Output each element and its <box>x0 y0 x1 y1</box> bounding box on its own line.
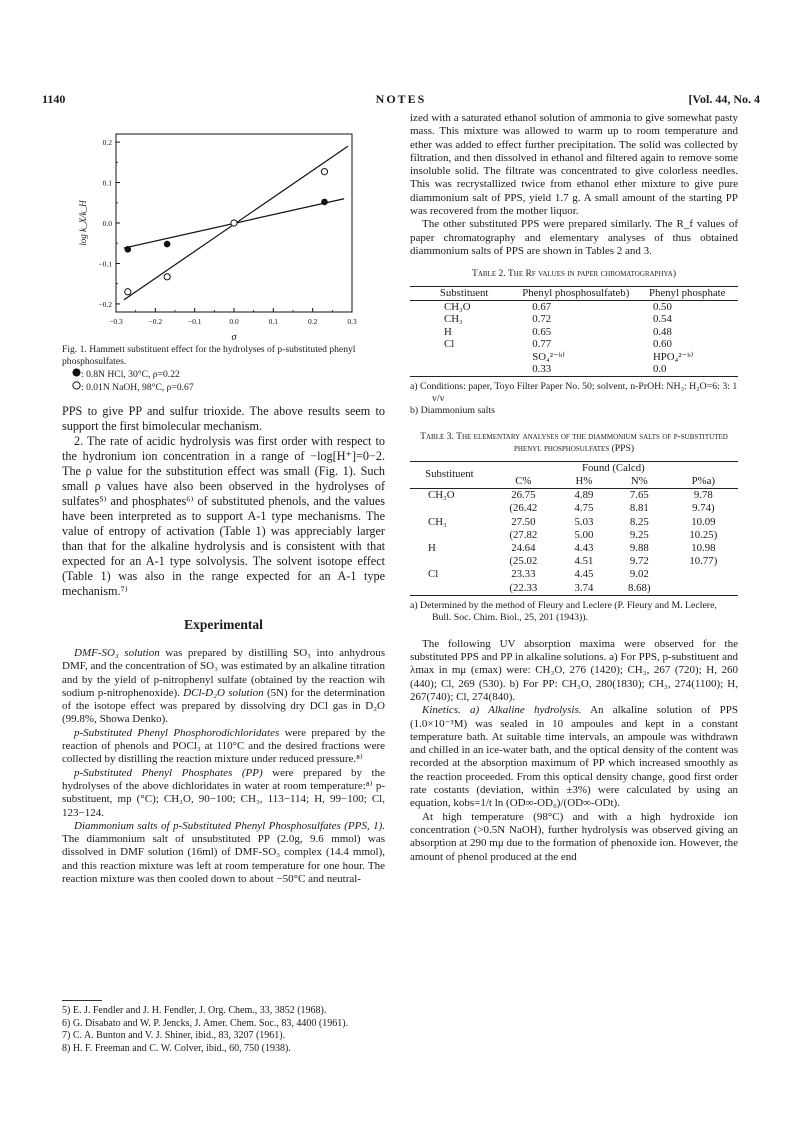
x-axis-label: σ <box>231 332 237 342</box>
exp-p1 <box>62 647 385 727</box>
table-cell: CH₃ <box>444 313 463 326</box>
table-cell: CH₃O <box>444 300 471 313</box>
table-cell: (26.42 <box>509 502 538 515</box>
y-axis-label: log k_X/k_H <box>78 200 88 246</box>
table-row <box>410 555 738 568</box>
page-number: 1140 <box>42 92 66 106</box>
y-tick-label: −0.2 <box>98 299 112 309</box>
table-group-row <box>410 461 738 475</box>
data-point-filled <box>321 199 328 206</box>
filled-circle-icon <box>72 368 81 377</box>
table-cell <box>410 555 489 568</box>
table-cell <box>410 351 518 364</box>
exp-p3-title: p-Substituted Phenyl Phosphates (PP) <box>74 766 263 779</box>
data-point-filled <box>164 241 171 248</box>
exp-p1-title: DMF-SO₃ solution <box>74 647 160 659</box>
table-header-cell: H% <box>575 474 593 487</box>
table-cell: 10.77) <box>689 555 718 568</box>
right-p3: The following UV absorption maxima were observed for the substituted PPS and PP in alkaline solutions. a) For PPS, p-substituent and λmax in mμ (εmax) were: CH₃O, 276 (1420); CH₃, 267 (720); H, 260 (440); Cl, 269 (530). b) For PP: CH₃O, 280(1830); CH₃, 274(1100); H, 267(740); Cl, 274(840). <box>410 637 738 703</box>
table-cell: 27.50 <box>511 515 536 528</box>
table-group-header: Found (Calcd) <box>582 461 645 474</box>
table-row <box>410 529 738 542</box>
x-tick-label: 0.0 <box>229 317 239 326</box>
x-tick-label: −0.1 <box>187 317 202 326</box>
table-cell: 9.88 <box>629 541 649 554</box>
table-cell: 9.02 <box>629 568 649 581</box>
exp-p1-body: was prepared by distilling SO₃ into anhydrous DMF, and the concentration of SO₃ was estimated by an alkaline titration and by the yield of p-nitrophenyl sulfate (obtained by the reaction wih sodium p-nitrophenoxide). <box>62 647 385 699</box>
table-cell: 23.33 <box>511 568 536 581</box>
table-header-row <box>410 287 738 301</box>
table-cell: 4.43 <box>574 541 594 554</box>
table-cell: 10.25) <box>689 528 718 541</box>
left-column <box>62 112 385 886</box>
table-row <box>410 542 738 555</box>
table-row <box>410 363 738 376</box>
table-cell: SO₄²⁻ᵇ⁾ <box>532 350 565 363</box>
table-cell <box>410 363 518 376</box>
right-p2: The other substituted PPS were prepared similarly. The R_f values of paper chromatography and elementary analyses of thus obtained diammonium salts of PPS are shown in Tables 2 and 3. <box>410 218 738 257</box>
table-cell: 9.25 <box>629 528 649 541</box>
table3-caption: Table 3. The elementary analyses of the diammonium salts of p-substituted phenyl phosphosulfates (PPS) <box>420 430 728 454</box>
table-cell: 8.68) <box>628 581 651 594</box>
table-row <box>410 313 738 326</box>
volume-label: [Vol. 44, No. 4 <box>688 92 760 106</box>
right-p4 <box>410 704 738 810</box>
right-text-bottom <box>410 638 738 864</box>
right-p5: At high temperature (98°C) and with a high hydroxide ion concentration (>0.5N NaOH), further hydrolysis was observed giving an absorption at 290 mμ due to the formation of phenoxide ion. However, the amount of phenol produced at the end <box>410 810 738 863</box>
section-heading: Experimental <box>184 617 263 632</box>
x-tick-label: 0.3 <box>347 317 357 326</box>
exp-p2-body: were prepared by the reaction of phenols and POCl₃ at 110°C and the desired fractions were collected by distilling the reaction mixture under reduced pressure.⁸⁾ <box>62 726 385 766</box>
table-cell: 0.60 <box>652 338 672 351</box>
table-cell: 4.89 <box>574 489 594 502</box>
table-cell: 24.64 <box>511 541 536 554</box>
table-row <box>410 326 738 339</box>
table-cell: 4.45 <box>574 568 594 581</box>
exp-p4-title: Diammonium salts of p-Substituted Phenyl Phosphosulfates (PPS, 1). <box>74 819 385 832</box>
table-cell: (22.33 <box>509 581 538 594</box>
data-point-filled <box>125 246 132 253</box>
table-row <box>410 582 738 596</box>
table-header-cell: N% <box>630 474 648 487</box>
table-cell: CH₃O <box>428 489 455 502</box>
table-header-cell: C% <box>515 474 532 487</box>
table-cell: 0.0 <box>652 363 667 376</box>
x-tick-label: −0.3 <box>109 317 123 326</box>
x-tick-label: 0.1 <box>268 317 279 326</box>
table-cell: 0.67 <box>532 300 552 313</box>
table-header-cell: P%a) <box>691 474 716 487</box>
table-header-cell: Phenyl phosphosulfateb) <box>522 287 630 300</box>
table-3 <box>410 461 738 596</box>
table-cell: 0.65 <box>532 325 552 338</box>
table3-notes <box>410 600 738 624</box>
table-cell: 8.81 <box>629 502 649 515</box>
table-cell: 0.77 <box>532 338 552 351</box>
hammett-plot <box>62 112 385 342</box>
table-note: b) Diammonium salts <box>410 404 495 416</box>
table-cell: H <box>444 325 452 338</box>
y-tick-label: 0.0 <box>102 219 112 228</box>
results-p2: 2. The rate of acidic hydrolysis was first order with respect to the hydronium ion concentration in a range of −log[H⁺]=0−2. The ρ value for the substitution effect was small (Fig. 1). Such small ρ values have also been observed in the hydrolyses of sulfates⁵⁾ and phosphates⁶⁾ of substituted phenols, and the values have been interpreted as to support A-1 type mechanisms. The value of entropy of activation (Table 1) was appreciably larger than that for the alkaline hydrolysis and is consistent with that expected for an A-1 type solvolysis. The solvent isotope effect (Table 1) was also in the range expected for an A-1 type mechanism.⁷⁾ <box>62 434 385 598</box>
references <box>62 1000 385 1055</box>
legend-open <box>62 381 385 394</box>
running-header <box>42 92 760 108</box>
open-circle-icon <box>72 381 81 390</box>
exp-p2-title: p-Substituted Phenyl Phosphorodichloridates <box>74 726 280 739</box>
data-point-open <box>164 274 170 280</box>
table-row <box>410 502 738 515</box>
table-cell: 0.33 <box>532 363 552 376</box>
exp-p1b-body: (5N) for the determination of the isotope effect was prepared by dissolving dry DCl gas in D₂O (99.8%, Showa Denko). <box>62 686 385 726</box>
table-header-cell: Phenyl phosphate <box>648 287 726 300</box>
table-cell: 4.75 <box>574 502 594 515</box>
reference-item: 7) C. A. Bunton and V. J. Shiner, ibid., 83, 3207 (1961). <box>62 1030 286 1041</box>
table-row <box>410 568 738 581</box>
table-cell: 9.78 <box>693 489 713 502</box>
table-cell: (27.82 <box>509 528 538 541</box>
table-cell <box>410 582 489 596</box>
figure-1 <box>62 112 385 342</box>
kinetics-title: Kinetics. <box>422 704 461 717</box>
data-point-open <box>125 289 131 295</box>
table-cell: Cl <box>428 568 439 581</box>
table2-caption: Table 2. The Rf values in paper chromatographya) <box>471 268 677 280</box>
table-cell: 9.72 <box>629 555 649 568</box>
exp-p4-body: The diammonium salt of unsubstituted PP (2.0g, 9.6 mmol) was dissolved in DMF solution (16ml) of DMF-SO₃ complex (14.4 mmol), and this reaction mixture was left at room temperature for one hour. The reaction mixture was then cooled down to about −50°C and neutral- <box>62 833 385 886</box>
reference-item: 5) E. J. Fendler and J. H. Fendler, J. Org. Chem., 33, 3852 (1968). <box>62 1005 327 1016</box>
table-header-cell: Substituent <box>410 461 489 488</box>
figure-caption <box>62 344 385 394</box>
caption-title: Fig. 1. Hammett substituent effect for the hydrolyses of p-substituted phenyl phosphosulfates. <box>62 344 356 367</box>
table-cell: Cl <box>444 338 455 351</box>
table-row <box>410 489 738 503</box>
table-cell: H <box>428 541 436 554</box>
table-cell: 0.50 <box>652 300 672 313</box>
table-cell <box>669 568 738 581</box>
exp-p3-body: were prepared by the hydrolyses of the above dichloridates in water at room temperature:⁸⁾ p-substituent, mp (°C); CH₃O, 90−100; CH₃, 113−114; H, 99−100; Cl, 123−124. <box>62 766 385 819</box>
data-point-open <box>231 220 237 226</box>
results-p1: PPS to give PP and sulfur trioxide. The above results seem to support the first bimolecular mechanism. <box>62 404 385 433</box>
x-tick-label: 0.2 <box>307 317 318 326</box>
y-tick-label: −0.1 <box>98 259 112 269</box>
exp-p3 <box>62 767 385 820</box>
reference-item: 6) G. Disabato and W. P. Jencks, J. Amer. Chem. Soc., 83, 4400 (1961). <box>62 1017 349 1029</box>
kinetics-body: An alkaline solution of PPS (1.0×10⁻³M) was sealed in 10 ampoules and kept in a constant temperature bath. At suitable time intervals, an ampoule was withdrawn and chilled in an ice-water bath, and the optical density of the content was recorded at the absorption maximum of PP which increased smoothly as the reaction proceeded. From this optical density change, good first order rate costants (deviation, within ±3%) were calculated by using an equation, kobs=1/t ln (OD∞-OD₀)/(OD∞-ODt). <box>410 704 738 810</box>
right-p1: ized with a saturated ethanol solution of ammonia to give somewhat pasty mass. This mixture was allowed to warm up to room temperature and ether was added to effect further precipitation. The solid was collected by filtration, and then dissolved in ethanol and filtered again to remove some insoluble solid. The filtrate was concentrated to give colorless needles. This was recrystallized twice from ethanol ether mixture to give pure diammonium salt of PPS, yield 1.7 g. A small amount of the starting PP was recovered from the mother liquor. <box>410 112 738 218</box>
kinetics-subtitle: a) Alkaline hydrolysis. <box>460 704 582 717</box>
table-cell: 7.65 <box>629 489 649 502</box>
table-cell: 0.54 <box>652 313 672 326</box>
exp-p2 <box>62 727 385 767</box>
table-row <box>410 338 738 351</box>
table-row <box>410 351 738 364</box>
right-column <box>410 112 738 864</box>
table-row <box>410 516 738 529</box>
table-cell: HPO₄²⁻ᵇ⁾ <box>652 350 694 363</box>
table-cell: 0.72 <box>532 313 552 326</box>
table-cell: 8.25 <box>629 515 649 528</box>
table-cell: 5.00 <box>574 528 594 541</box>
table-cell: 3.74 <box>574 581 594 594</box>
exp-p1b-title: DCl-D₂O solution <box>179 686 264 699</box>
table-cell: 9.74) <box>692 502 715 515</box>
footnote-rule <box>62 1000 102 1001</box>
table-cell: (25.02 <box>509 555 538 568</box>
table-row <box>410 300 738 313</box>
table-cell <box>669 582 738 596</box>
table-cell: 5.03 <box>574 515 594 528</box>
results-text <box>62 404 385 599</box>
x-tick-label: −0.2 <box>148 317 163 326</box>
table-note: a) Determined by the method of Fleury and Leclere (P. Fleury and M. Leclere, Bull. Soc. Chim. Biol., 25, 201 (1943)). <box>410 599 717 623</box>
legend-open-label: : 0.01N NaOH, 98°C, ρ=0.67 <box>81 382 194 393</box>
legend-filled-label: : 0.8N HCl, 30°C, ρ=0.22 <box>81 369 180 380</box>
data-point-open <box>321 169 327 175</box>
table2-notes <box>410 381 738 417</box>
table-header-cell: Substituent <box>439 287 489 300</box>
table-cell: CH₃ <box>428 515 447 528</box>
table-cell <box>410 502 489 515</box>
table-2 <box>410 286 738 377</box>
y-tick-label: 0.1 <box>102 178 112 188</box>
exp-p4 <box>62 820 385 886</box>
table-cell <box>410 529 489 542</box>
legend-filled <box>62 368 385 381</box>
table-cell: 10.09 <box>691 515 716 528</box>
experimental-text <box>62 647 385 886</box>
y-tick-label: 0.2 <box>102 138 112 148</box>
table-note: a) Conditions: paper, Toyo Filter Paper No. 50; solvent, n-PrOH: NH₃: H₂O=6: 3: 1 v/v <box>410 380 738 404</box>
running-title: NOTES <box>375 92 427 106</box>
right-text-top <box>410 112 738 258</box>
table-cell: 0.48 <box>652 325 672 338</box>
table-cell: 26.75 <box>511 489 536 502</box>
table-cell: 4.51 <box>574 555 594 568</box>
reference-item: 8) H. F. Freeman and C. W. Colver, ibid., 60, 750 (1938). <box>62 1042 291 1054</box>
table-cell: 10.98 <box>691 541 716 554</box>
